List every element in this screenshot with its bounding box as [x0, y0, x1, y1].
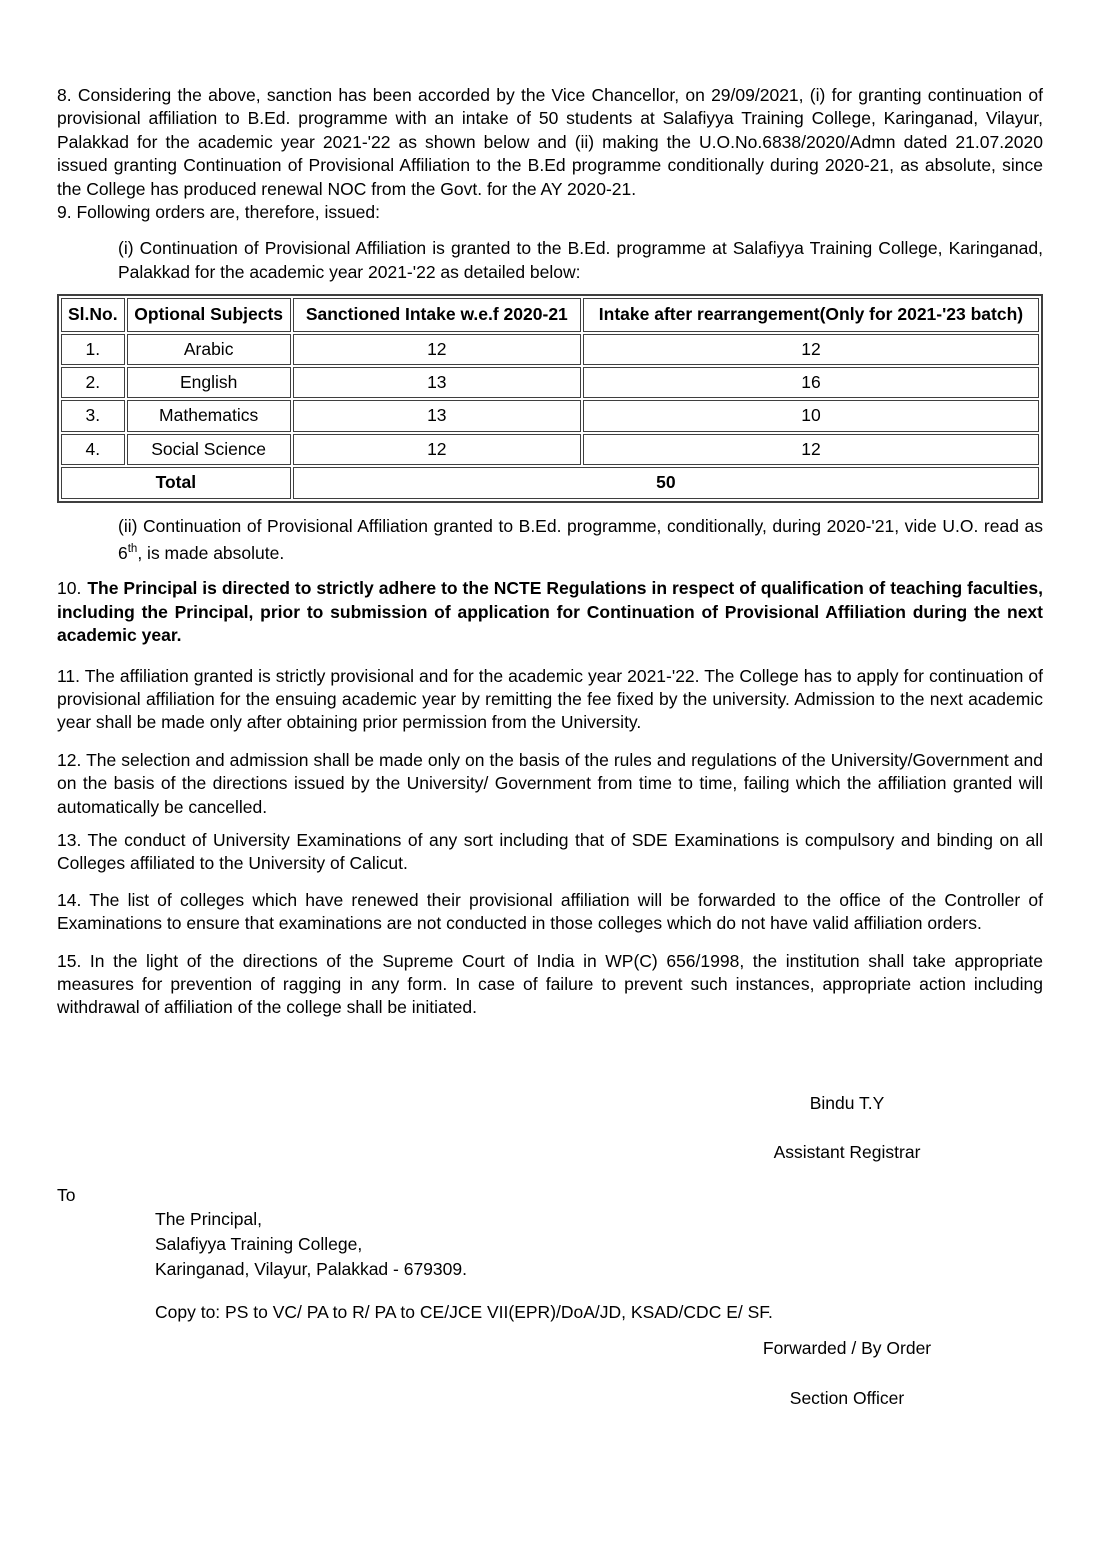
address-line-location: Karinganad, Vilayur, Palakkad - 679309.: [155, 1259, 467, 1280]
intake-table-header-row: [61, 298, 1039, 331]
address-to-label: To: [57, 1184, 76, 1205]
paragraph-10-number: 10.: [57, 578, 82, 599]
cell-subject: Arabic: [127, 334, 291, 365]
table-row: [61, 434, 1039, 465]
cell-intake: 12: [583, 334, 1039, 365]
cell-intake: 16: [583, 367, 1039, 398]
paragraph-9: 9. Following orders are, therefore, issued:: [57, 202, 380, 223]
paragraph-13: 13. The conduct of University Examinations of any sort including that of SDE Examinations is compulsory and binding on all Colleges affiliated to the University of Calicut.: [57, 829, 1043, 874]
cell-sanctioned: 13: [293, 400, 581, 431]
paragraph-10: [57, 577, 1043, 647]
paragraph-8: 8. Considering the above, sanction has been accorded by the Vice Chancellor, on 29/09/2021, (i) for granting continuation of provisional affiliation to B.Ed. programme with an intake of 50 students at Salafiyya Training College, Karinganad, Vilayur, Palakkad for the academic year 2021-'22 as shown below and (ii) making the U.O.No.6838/2020/Admn dated 21.07.2020 issued granting Continuation of Provisional Affiliation to the B.Ed programme conditionally during 2020-21, as absolute, since the College has produced renewal NOC from the Govt. for the AY 2020-21.: [57, 85, 1043, 199]
paragraph-10-bold-text: The Principal is directed to strictly adhere to the NCTE Regulations in respect of qualification of teaching faculties, including the Principal, prior to submission of application for Continuation of Provisional Affiliation during the next academic year.: [57, 578, 1043, 646]
total-label: Total: [61, 467, 291, 498]
cell-intake: 10: [583, 400, 1039, 431]
intake-table: [57, 294, 1043, 502]
paragraph-12: 12. The selection and admission shall be made only on the basis of the rules and regulations of the University/Government and on the basis of the directions issued by the University/ Government from time to time, failing which the affiliation granted will automatically be cancelled.: [57, 749, 1043, 817]
order-item-ii: [118, 515, 1043, 566]
header-subjects: Optional Subjects: [127, 298, 291, 331]
order-item-i: (i) Continuation of Provisional Affiliation is granted to the B.Ed. programme at Salafiyya Training College, Karinganad, Palakkad for the academic year 2021-'22 as detailed below:: [118, 238, 1043, 282]
address-line-college: Salafiyya Training College,: [155, 1234, 363, 1255]
copy-to-line: Copy to: PS to VC/ PA to R/ PA to CE/JCE VII(EPR)/DoA/JD, KSAD/CDC E/ SF.: [155, 1302, 773, 1323]
cell-subject: English: [127, 367, 291, 398]
cell-intake: 12: [583, 434, 1039, 465]
address-line-recipient: The Principal,: [155, 1209, 262, 1230]
cell-subject: Social Science: [127, 434, 291, 465]
paragraph-14: 14. The list of colleges which have renewed their provisional affiliation will be forwarded to the office of the Controller of Examinations to ensure that examinations are not conducted in those colleges which do not have valid affiliation orders.: [57, 889, 1043, 934]
cell-sanctioned: 12: [293, 334, 581, 365]
item-ii-text: (ii) Continuation of Provisional Affiliation granted to B.Ed. programme, conditionally, during 2020-'21, vide U.O. read as 6: [118, 515, 1043, 563]
paragraph-15: 15. In the light of the directions of the Supreme Court of India in WP(C) 656/1998, the institution shall take appropriate measures for prevention of ragging in any form. In case of failure to prevent such instances, appropriate action including withdrawal of affiliation of the college shall be initiated.: [57, 950, 1043, 1018]
cell-sl: 4.: [61, 434, 125, 465]
header-sl-no: Sl.No.: [61, 298, 125, 331]
cell-sl: 1.: [61, 334, 125, 365]
cell-sanctioned: 12: [293, 434, 581, 465]
table-total-row: [61, 467, 1039, 498]
header-sanctioned: Sanctioned Intake w.e.f 2020-21: [293, 298, 581, 331]
item-ii-text-end: , is made absolute.: [137, 542, 285, 563]
header-intake: Intake after rearrangement(Only for 2021-'23 batch): [583, 298, 1039, 331]
signatory-title: Assistant Registrar: [773, 1142, 921, 1163]
table-row: [61, 367, 1039, 398]
cell-sanctioned: 13: [293, 367, 581, 398]
table-row: [61, 400, 1039, 431]
paragraph-11: 11. The affiliation granted is strictly provisional and for the academic year 2021-'22. The College has to apply for continuation of provisional affiliation for the ensuing academic year by remitting the fee fixed by the university. Admission to the next academic year shall be made only after obtaining prior permission from the University.: [57, 665, 1043, 733]
item-ii-superscript: th: [127, 543, 138, 556]
table-row: [61, 334, 1039, 365]
cell-subject: Mathematics: [127, 400, 291, 431]
section-officer: Section Officer: [789, 1387, 905, 1408]
cell-sl: 3.: [61, 400, 125, 431]
cell-sl: 2.: [61, 367, 125, 398]
forwarded-by-order: Forwarded / By Order: [762, 1338, 932, 1359]
signatory-name: Bindu T.Y: [809, 1092, 885, 1113]
address-block: [155, 1207, 1043, 1282]
total-value: 50: [293, 467, 1039, 498]
